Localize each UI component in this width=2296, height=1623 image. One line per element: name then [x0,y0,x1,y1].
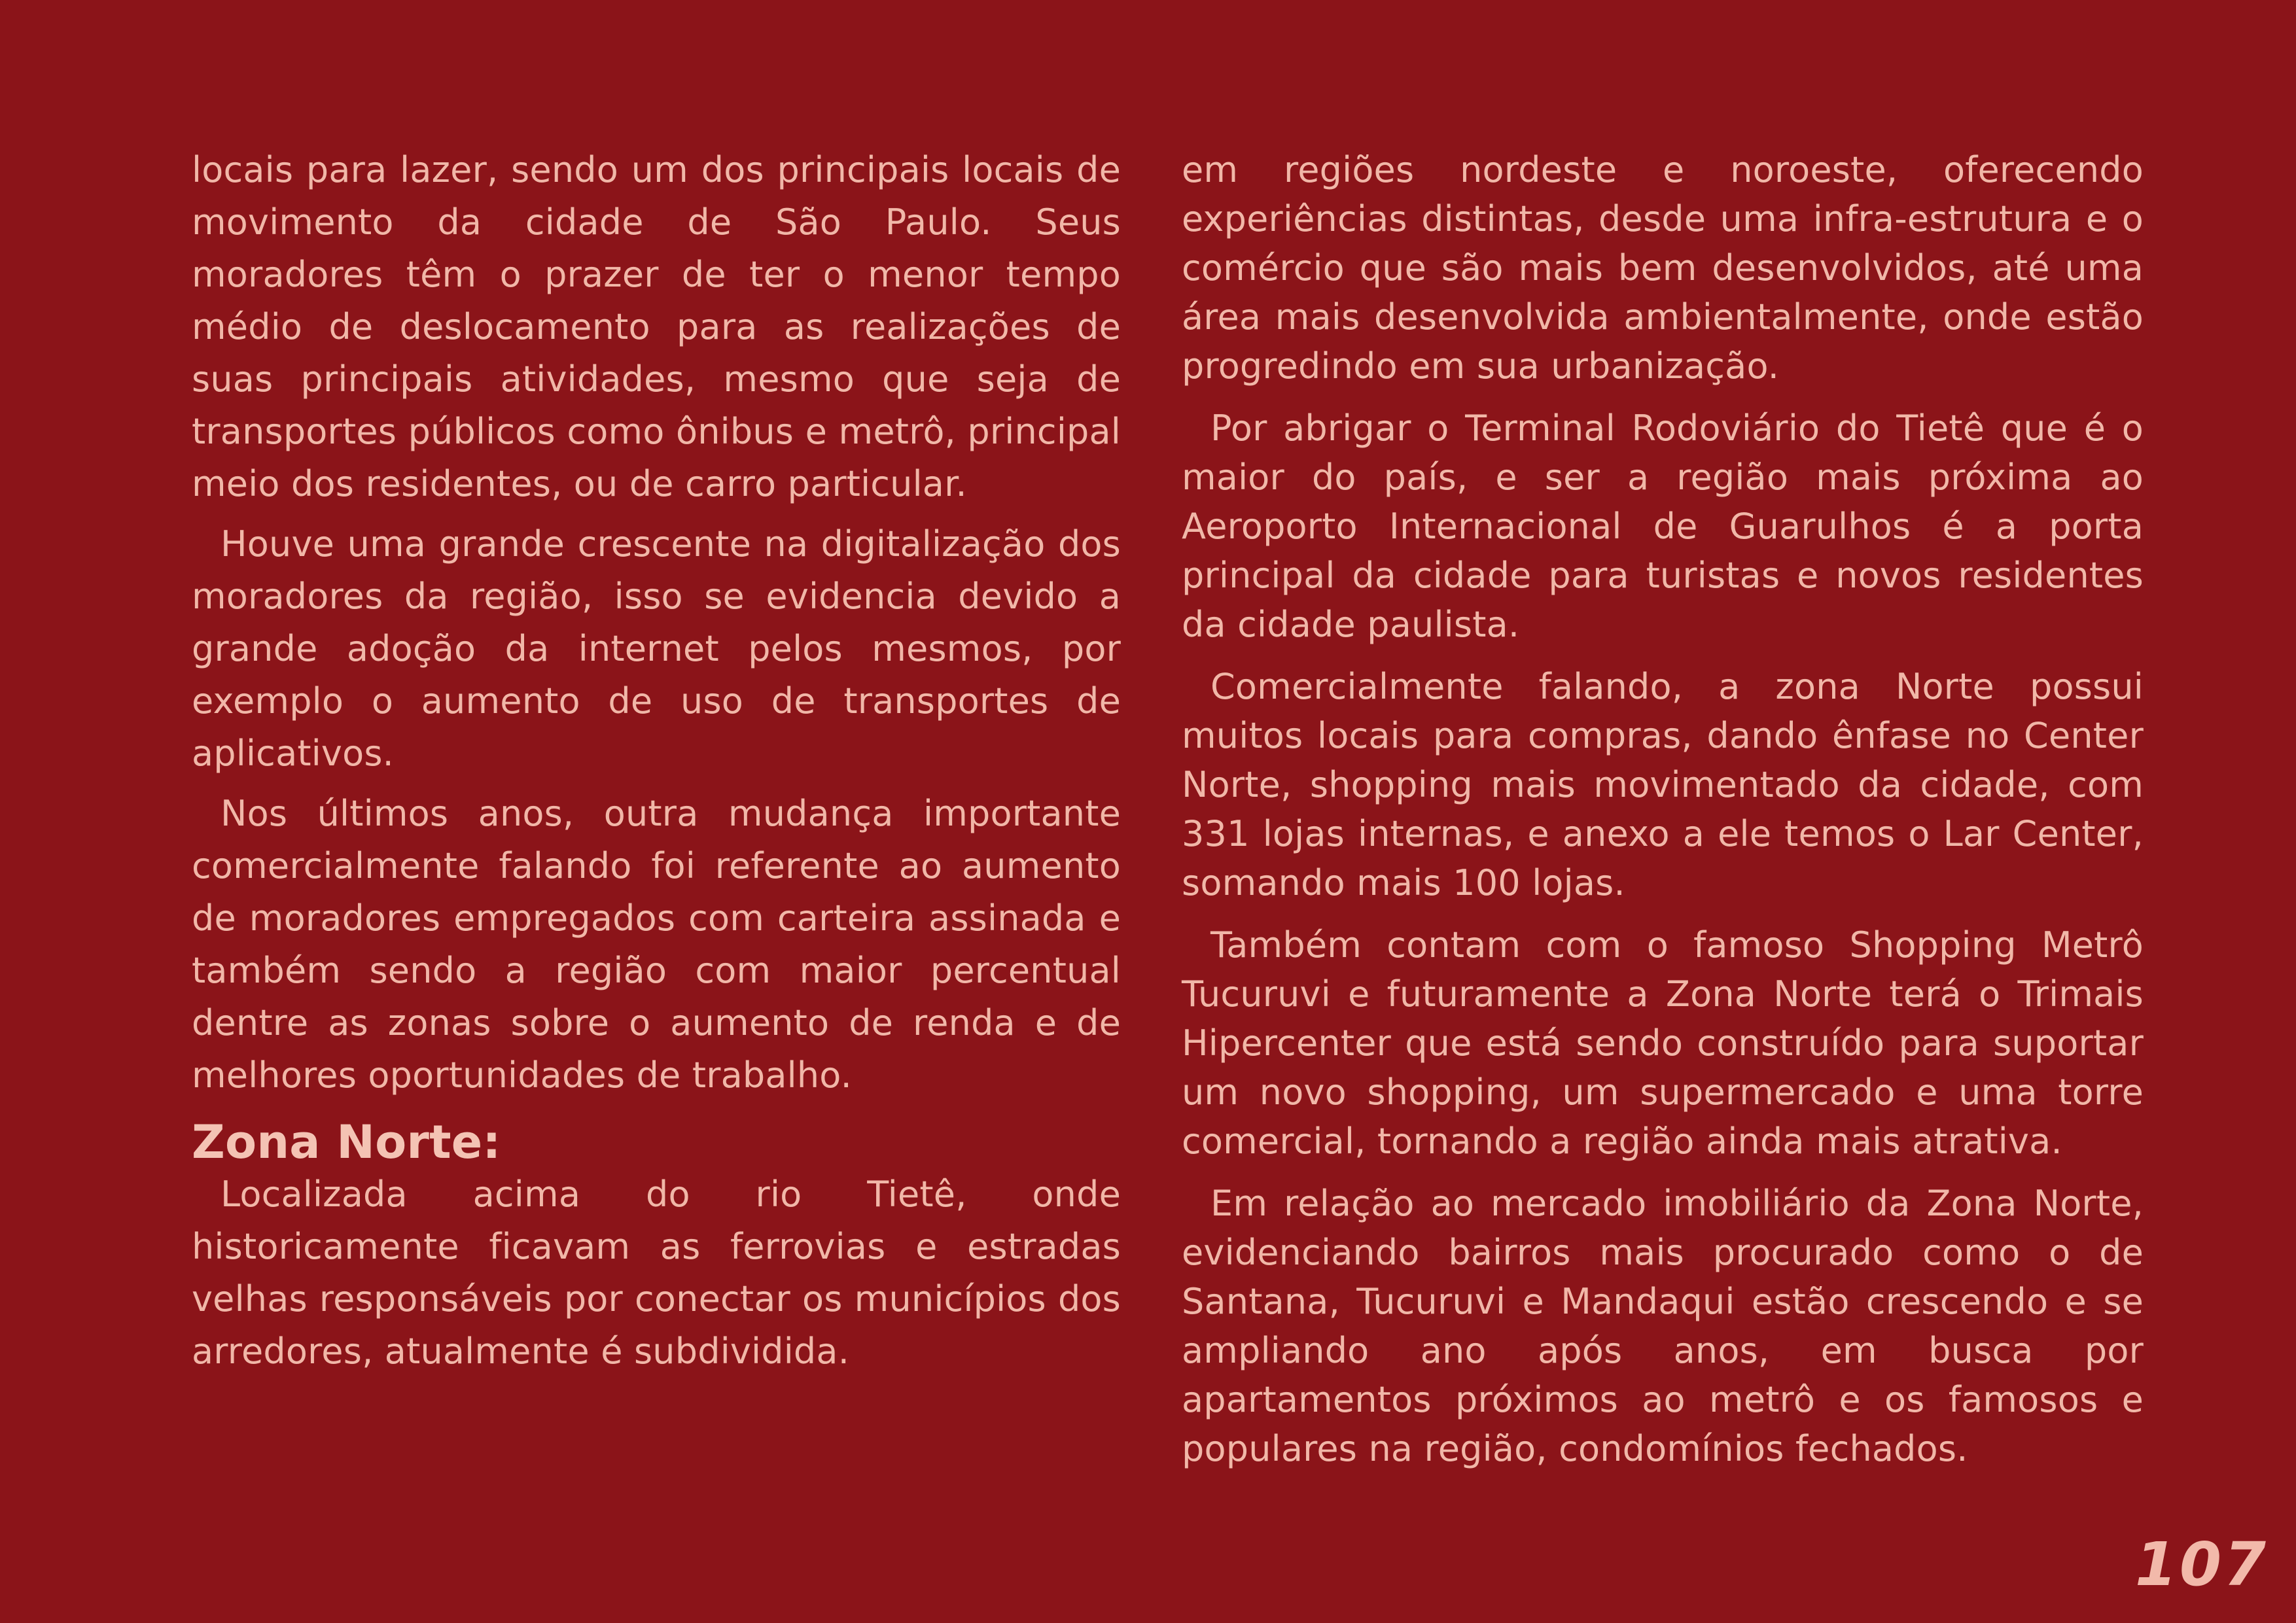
paragraph: Também contam com o famoso Shopping Metrô Tucuruvi e futuramente a Zona Norte terá o Trimais Hipercenter que está sendo construído para suportar um novo shopping, um supermercado e uma torre comercial, tornando a região ainda mais atrativa. [1182,924,2144,1162]
right-column [1182,145,2144,1486]
paragraph: Localizada acima do rio Tietê, onde historicamente ficavam as ferrovias e estradas velhas responsáveis por conectar os municípios dos arredores, atualmente é subdividida. [192,1174,1121,1372]
left-column [192,144,1121,1386]
page-number: 107 [2134,1529,2269,1599]
paragraph: Em relação ao mercado imobiliário da Zona Norte, evidenciando bairros mais procurado como o de Santana, Tucuruvi e Mandaqui estão crescendo e se ampliando ano após anos, em busca por apartamentos próximos ao metrô e os famosos e populares na região, condomínios fechados. [1182,1183,2144,1469]
paragraph: em regiões nordeste e noroeste, oferecendo experiências distintas, desde uma infra-estrutura e o comércio que são mais bem desenvolvidos, até uma área mais desenvolvida ambientalmente, onde estão progredindo em sua urbanização. [1182,149,2144,387]
paragraph: Por abrigar o Terminal Rodoviário do Tietê que é o maior do país, e ser a região mais próxima ao Aeroporto Internacional de Guarulhos é a porta principal da cidade para turistas e novos residentes da cidade paulista. [1182,408,2144,645]
paragraph: Nos últimos anos, outra mudança importante comercialmente falando foi referente ao aumento de moradores empregados com carteira assinada e também sendo a região com maior percentual dentre as zonas sobre o aumento de renda e de melhores oportunidades de trabalho. [192,793,1121,1096]
paragraph: Comercialmente falando, a zona Norte possui muitos locais para compras, dando ênfase no Center Norte, shopping mais movimentado da cidade, com 331 lojas internas, e anexo a ele temos o Lar Center, somando mais 100 lojas. [1182,666,2144,903]
paragraph: locais para lazer, sendo um dos principais locais de movimento da cidade de São Paulo. Seus moradores têm o prazer de ter o menor tempo médio de deslocamento para as realizações de suas principais atividades, mesmo que seja de transportes públicos como ônibus e metrô, principal meio dos residentes, ou de carro particular. [192,149,1121,504]
paragraph: Houve uma grande crescente na digitalização dos moradores da região, isso se evidencia devido a grande adoção da internet pelos mesmos, por exemplo o aumento de uso de transportes de aplicativos. [192,523,1121,774]
section-heading: Zona Norte: [192,1115,501,1169]
